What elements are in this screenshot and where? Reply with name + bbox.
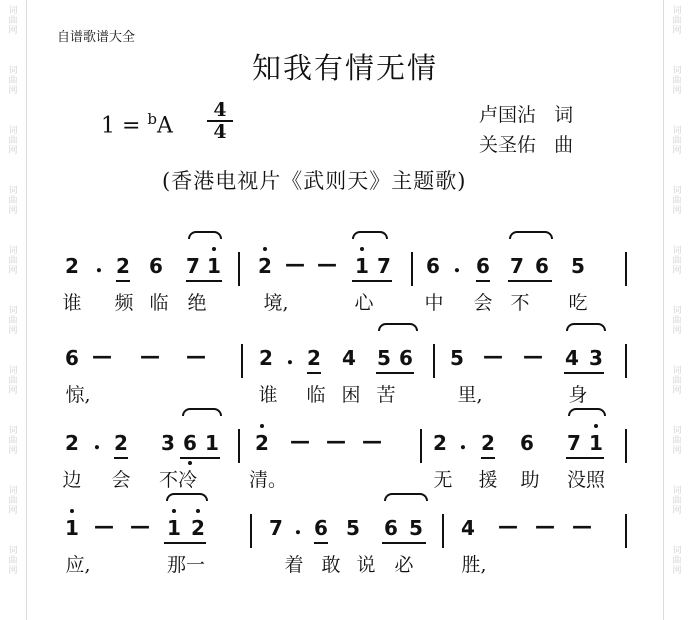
watermark-char: 曲 [8, 196, 18, 206]
dash: — [317, 252, 337, 276]
watermark-char: 网 [672, 146, 682, 156]
lyric: 不 [510, 292, 530, 314]
composer-role: 曲 [554, 134, 574, 156]
slur [188, 231, 222, 239]
lyric: 苦 [376, 384, 396, 406]
lyric: 困 [341, 384, 361, 406]
watermark-group [664, 6, 690, 36]
underline [314, 542, 328, 544]
lyric: 绝 [187, 292, 207, 314]
watermark-char: 曲 [672, 436, 682, 446]
underline [186, 280, 222, 282]
lyric: 着 [284, 554, 304, 576]
underline [114, 457, 128, 459]
dash: — [92, 344, 112, 368]
watermark-group [0, 6, 26, 36]
note: 7 [567, 431, 581, 455]
underline [376, 372, 414, 374]
lyric: 临 [149, 292, 169, 314]
dash: — [290, 429, 310, 453]
bar-line [238, 429, 240, 463]
note: 3 [589, 346, 603, 370]
watermark-char: 曲 [8, 76, 18, 86]
watermark-char: 网 [672, 386, 682, 396]
note: 6 [65, 346, 79, 370]
note: 6 [426, 254, 440, 278]
watermark-char: 网 [672, 506, 682, 516]
note: 1 [167, 516, 181, 540]
bar-line [250, 514, 252, 548]
note: 1 [205, 431, 219, 455]
watermark-char: 网 [672, 86, 682, 96]
lyric: 中 [424, 292, 444, 314]
watermark-char: 词 [672, 126, 682, 136]
time-signature [207, 101, 233, 141]
underline [566, 457, 604, 459]
watermark-char: 曲 [8, 376, 18, 386]
key-prefix: 1 = [101, 113, 148, 139]
slur [182, 408, 222, 416]
lyric: 清。 [248, 469, 288, 491]
watermark-char: 网 [8, 506, 18, 516]
note: 2 [258, 254, 272, 278]
watermark-char: 词 [672, 246, 682, 256]
watermark-char: 曲 [672, 256, 682, 266]
slur [509, 231, 553, 239]
key-note: A [157, 113, 173, 139]
lyric: 助 [520, 469, 540, 491]
high-dot [263, 247, 267, 251]
bar-line [433, 344, 435, 378]
lyric: 边 [62, 469, 82, 491]
watermark-group [664, 126, 690, 156]
underline [164, 542, 206, 544]
lyric: 说 [356, 554, 376, 576]
note: 5 [377, 346, 391, 370]
lyric: 心 [354, 292, 374, 314]
watermark-char: 词 [8, 66, 18, 76]
watermark-char: 曲 [672, 16, 682, 26]
watermark-char: 网 [8, 326, 18, 336]
watermark-group [0, 186, 26, 216]
score-row-4 [0, 500, 690, 580]
bar-line [625, 514, 627, 548]
bar-line [241, 344, 243, 378]
dash: — [326, 429, 346, 453]
watermark-char: 曲 [8, 556, 18, 566]
score-row-3 [0, 415, 690, 495]
high-dot [212, 247, 216, 251]
note: 6 [314, 516, 328, 540]
underline [382, 542, 426, 544]
watermark-char: 词 [8, 486, 18, 496]
note: 1 [207, 254, 221, 278]
watermark-char: 词 [8, 126, 18, 136]
dash: — [535, 514, 555, 538]
bar-line [625, 252, 627, 286]
note: 2 [65, 254, 79, 278]
underline [352, 280, 392, 282]
watermark-char: 网 [8, 566, 18, 576]
watermark-char: 曲 [672, 196, 682, 206]
note: 2 [307, 346, 321, 370]
watermark-char: 曲 [8, 16, 18, 26]
watermark-char: 网 [8, 446, 18, 456]
high-dot [360, 247, 364, 251]
watermark-char: 曲 [8, 136, 18, 146]
watermark-char: 曲 [672, 376, 682, 386]
watermark-char: 词 [672, 366, 682, 376]
bar-line [420, 429, 422, 463]
dash: — [285, 252, 305, 276]
watermark-char: 网 [672, 326, 682, 336]
note: 6 [183, 431, 197, 455]
watermark-char: 网 [672, 266, 682, 276]
lyricist-name: 卢国沾 [479, 104, 537, 126]
time-signature-top: 4 [213, 99, 227, 121]
underline [180, 457, 220, 459]
note: 6 [520, 431, 534, 455]
dash: — [140, 344, 160, 368]
watermark-char: 词 [8, 306, 18, 316]
watermark-char: 网 [8, 86, 18, 96]
dash: — [94, 514, 114, 538]
dot-mark: . [286, 344, 294, 370]
watermark-char: 词 [8, 186, 18, 196]
watermark-char: 词 [672, 306, 682, 316]
score-row-2 [0, 330, 690, 410]
dot-mark: . [453, 252, 461, 278]
watermark-char: 曲 [8, 436, 18, 446]
watermark-char: 词 [672, 66, 682, 76]
note: 6 [535, 254, 549, 278]
note: 6 [399, 346, 413, 370]
bar-line [411, 252, 413, 286]
song-title: 知我有情无情 [251, 51, 438, 85]
lyric: 那一 [166, 554, 206, 576]
note: 2 [116, 254, 130, 278]
watermark-char: 网 [8, 146, 18, 156]
dash: — [186, 344, 206, 368]
watermark-char: 曲 [672, 496, 682, 506]
slur [166, 493, 208, 501]
flat-sign: b [147, 110, 158, 128]
note: 5 [409, 516, 423, 540]
dash: — [523, 344, 543, 368]
bar-line [625, 344, 627, 378]
score-row-1 [0, 238, 690, 318]
note: 7 [186, 254, 200, 278]
dot-mark: . [294, 514, 302, 540]
high-dot [196, 509, 200, 513]
dash: — [572, 514, 592, 538]
high-dot [594, 424, 598, 428]
watermark-char: 网 [8, 26, 18, 36]
lyric: 援 [478, 469, 498, 491]
watermark-char: 曲 [8, 496, 18, 506]
watermark-char: 网 [672, 206, 682, 216]
high-dot [260, 424, 264, 428]
lyric: 身 [568, 384, 588, 406]
lyric: 应, [65, 554, 91, 576]
time-signature-bottom: 4 [213, 121, 227, 143]
watermark-char: 网 [8, 266, 18, 276]
note: 7 [269, 516, 283, 540]
watermark-char: 词 [8, 6, 18, 16]
dot-mark: . [459, 429, 467, 455]
lyric: 敢 [321, 554, 341, 576]
note: 6 [149, 254, 163, 278]
lyric: 没照 [566, 469, 606, 491]
note: 4 [565, 346, 579, 370]
composer-credit [479, 130, 573, 157]
underline [481, 457, 495, 459]
bar-line [625, 429, 627, 463]
lyric: 胜, [461, 554, 487, 576]
note: 6 [384, 516, 398, 540]
lyric: 境, [263, 292, 289, 314]
watermark-char: 曲 [672, 316, 682, 326]
dot-mark: . [95, 252, 103, 278]
watermark-char: 词 [8, 246, 18, 256]
watermark-char: 词 [8, 426, 18, 436]
note: 2 [259, 346, 273, 370]
lyric: 谁 [258, 384, 278, 406]
note: 2 [481, 431, 495, 455]
note: 3 [161, 431, 175, 455]
lyric: 谁 [62, 292, 82, 314]
note: 5 [571, 254, 585, 278]
note: 5 [450, 346, 464, 370]
note: 2 [191, 516, 205, 540]
watermark-char: 词 [672, 486, 682, 496]
lyric: 里, [457, 384, 483, 406]
underline [116, 280, 130, 282]
underline [564, 372, 604, 374]
note: 7 [510, 254, 524, 278]
subtitle: (香港电视片《武则天》主题歌) [162, 169, 467, 193]
watermark-group [664, 186, 690, 216]
note: 2 [114, 431, 128, 455]
slur [352, 231, 388, 239]
note: 2 [65, 431, 79, 455]
site-label: 自谱歌谱大全 [57, 30, 136, 45]
note: 5 [346, 516, 360, 540]
lyric: 吃 [568, 292, 588, 314]
watermark-char: 网 [672, 566, 682, 576]
note: 6 [476, 254, 490, 278]
watermark-char: 曲 [672, 76, 682, 86]
watermark-char: 曲 [8, 316, 18, 326]
lyricist-credit [479, 100, 573, 127]
watermark-char: 网 [672, 446, 682, 456]
watermark-char: 网 [8, 386, 18, 396]
dash: — [362, 429, 382, 453]
lyric: 不冷 [158, 469, 198, 491]
watermark-char: 网 [672, 26, 682, 36]
slur [566, 323, 606, 331]
note: 4 [342, 346, 356, 370]
underline [307, 372, 321, 374]
lyric: 惊, [65, 384, 91, 406]
lyric: 频 [114, 292, 134, 314]
lyric: 必 [394, 554, 414, 576]
underline [508, 280, 552, 282]
lyric: 临 [306, 384, 326, 406]
note: 1 [589, 431, 603, 455]
watermark-char: 词 [672, 186, 682, 196]
watermark-char: 曲 [672, 136, 682, 146]
watermark-char: 网 [8, 206, 18, 216]
slur [378, 323, 418, 331]
note: 4 [461, 516, 475, 540]
watermark-char: 词 [8, 546, 18, 556]
watermark-char: 曲 [8, 256, 18, 266]
watermark-char: 词 [672, 6, 682, 16]
note: 2 [255, 431, 269, 455]
composer-name: 关圣佑 [479, 134, 537, 156]
dash: — [483, 344, 503, 368]
slur [568, 408, 606, 416]
dash: — [130, 514, 150, 538]
key-signature [101, 110, 173, 138]
note: 1 [65, 516, 79, 540]
watermark-char: 词 [672, 546, 682, 556]
watermark-group [0, 126, 26, 156]
lyric: 无 [433, 469, 453, 491]
note: 1 [355, 254, 369, 278]
watermark-char: 词 [672, 426, 682, 436]
bar-line [238, 252, 240, 286]
underline [476, 280, 490, 282]
note: 2 [433, 431, 447, 455]
watermark-char: 词 [8, 366, 18, 376]
high-dot [70, 509, 74, 513]
lyric: 会 [473, 292, 493, 314]
slur [384, 493, 428, 501]
lyric: 会 [111, 469, 131, 491]
bar-line [442, 514, 444, 548]
watermark-char: 曲 [672, 556, 682, 566]
dot-mark: . [93, 429, 101, 455]
high-dot [172, 509, 176, 513]
lyricist-role: 词 [554, 104, 574, 126]
note: 7 [377, 254, 391, 278]
dash: — [498, 514, 518, 538]
